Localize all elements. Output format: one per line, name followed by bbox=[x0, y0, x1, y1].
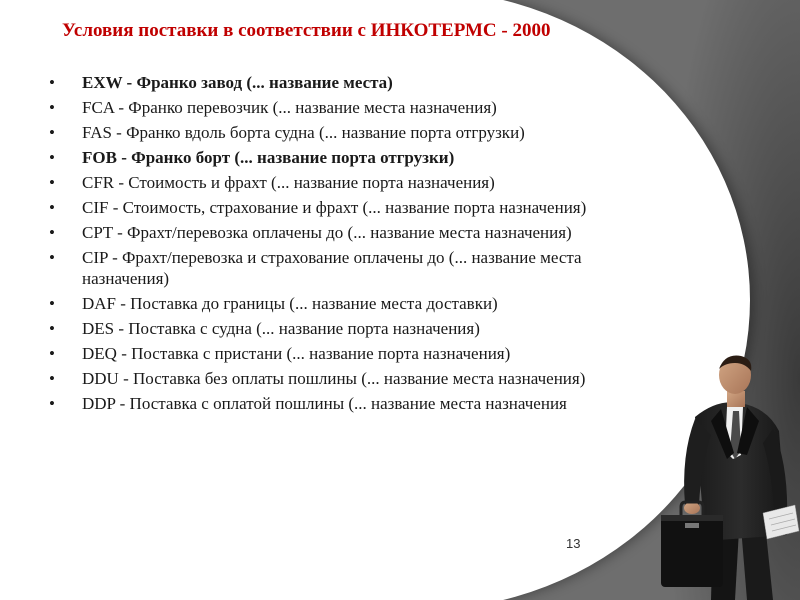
incoterm-item bbox=[46, 222, 666, 243]
bullet-icon: • bbox=[49, 394, 55, 414]
bullet-icon: • bbox=[49, 73, 55, 92]
bullet-icon: • bbox=[49, 148, 55, 167]
incoterm-text: DDP - Поставка с оплатой пошлины (... название места назначения bbox=[82, 394, 567, 414]
incoterm-item bbox=[46, 122, 666, 143]
incoterm-item bbox=[46, 97, 666, 118]
incoterm-text: FCA - Франко перевозчик (... название места назначения) bbox=[82, 98, 497, 117]
incoterm-text: DDU - Поставка без оплаты пошлины (... название места назначения) bbox=[82, 369, 586, 389]
incoterm-item bbox=[46, 393, 666, 414]
incoterm-item bbox=[46, 172, 666, 193]
incoterm-text: DES - Поставка с судна (... название порта назначения) bbox=[82, 319, 480, 339]
bullet-icon: • bbox=[49, 198, 55, 217]
incoterm-text: CIF - Стоимость, страхование и фрахт (... название порта назначения) bbox=[82, 198, 587, 217]
incoterm-item bbox=[46, 197, 666, 218]
incoterm-text: FAS - Франко вдоль борта судна (... название порта отгрузки) bbox=[82, 123, 525, 142]
bullet-icon: • bbox=[49, 344, 55, 364]
incoterm-text: EXW - Франко завод (... название места) bbox=[82, 73, 393, 92]
incoterm-text: CPT - Фрахт/перевозка оплачены до (... название места назначения) bbox=[82, 223, 572, 242]
incoterm-item bbox=[46, 293, 666, 314]
bullet-icon: • bbox=[49, 369, 55, 389]
incoterm-text: DAF - Поставка до границы (... название места доставки) bbox=[82, 294, 498, 314]
bullet-icon: • bbox=[49, 223, 55, 242]
slide-title: Условия поставки в соответствии с ИНКОТЕРМС - 2000 bbox=[62, 20, 551, 41]
page-number: 13 bbox=[566, 536, 581, 551]
incoterms-list bbox=[46, 72, 666, 418]
bullet-icon: • bbox=[49, 98, 55, 117]
bullet-icon: • bbox=[49, 248, 55, 267]
incoterm-text: CFR - Стоимость и фрахт (... название порта назначения) bbox=[82, 173, 495, 192]
bullet-icon: • bbox=[49, 123, 55, 142]
bullet-icon: • bbox=[49, 319, 55, 339]
bullet-icon: • bbox=[49, 294, 55, 314]
incoterm-text: CIP - Фрахт/перевозка и страхование оплачены до (... название места назначения) bbox=[82, 248, 582, 289]
incoterm-item bbox=[46, 368, 666, 389]
incoterm-item bbox=[46, 72, 666, 93]
incoterm-text: FOB - Франко борт (... название порта отгрузки) bbox=[82, 148, 455, 167]
incoterm-item bbox=[46, 247, 666, 290]
incoterm-item bbox=[46, 147, 666, 168]
businessman-illustration bbox=[655, 355, 800, 600]
incoterm-item bbox=[46, 318, 666, 339]
businessman-image bbox=[655, 355, 800, 600]
incoterm-item bbox=[46, 343, 666, 364]
bullet-icon: • bbox=[49, 173, 55, 192]
incoterm-text: DEQ - Поставка с пристани (... название порта назначения) bbox=[82, 344, 511, 364]
